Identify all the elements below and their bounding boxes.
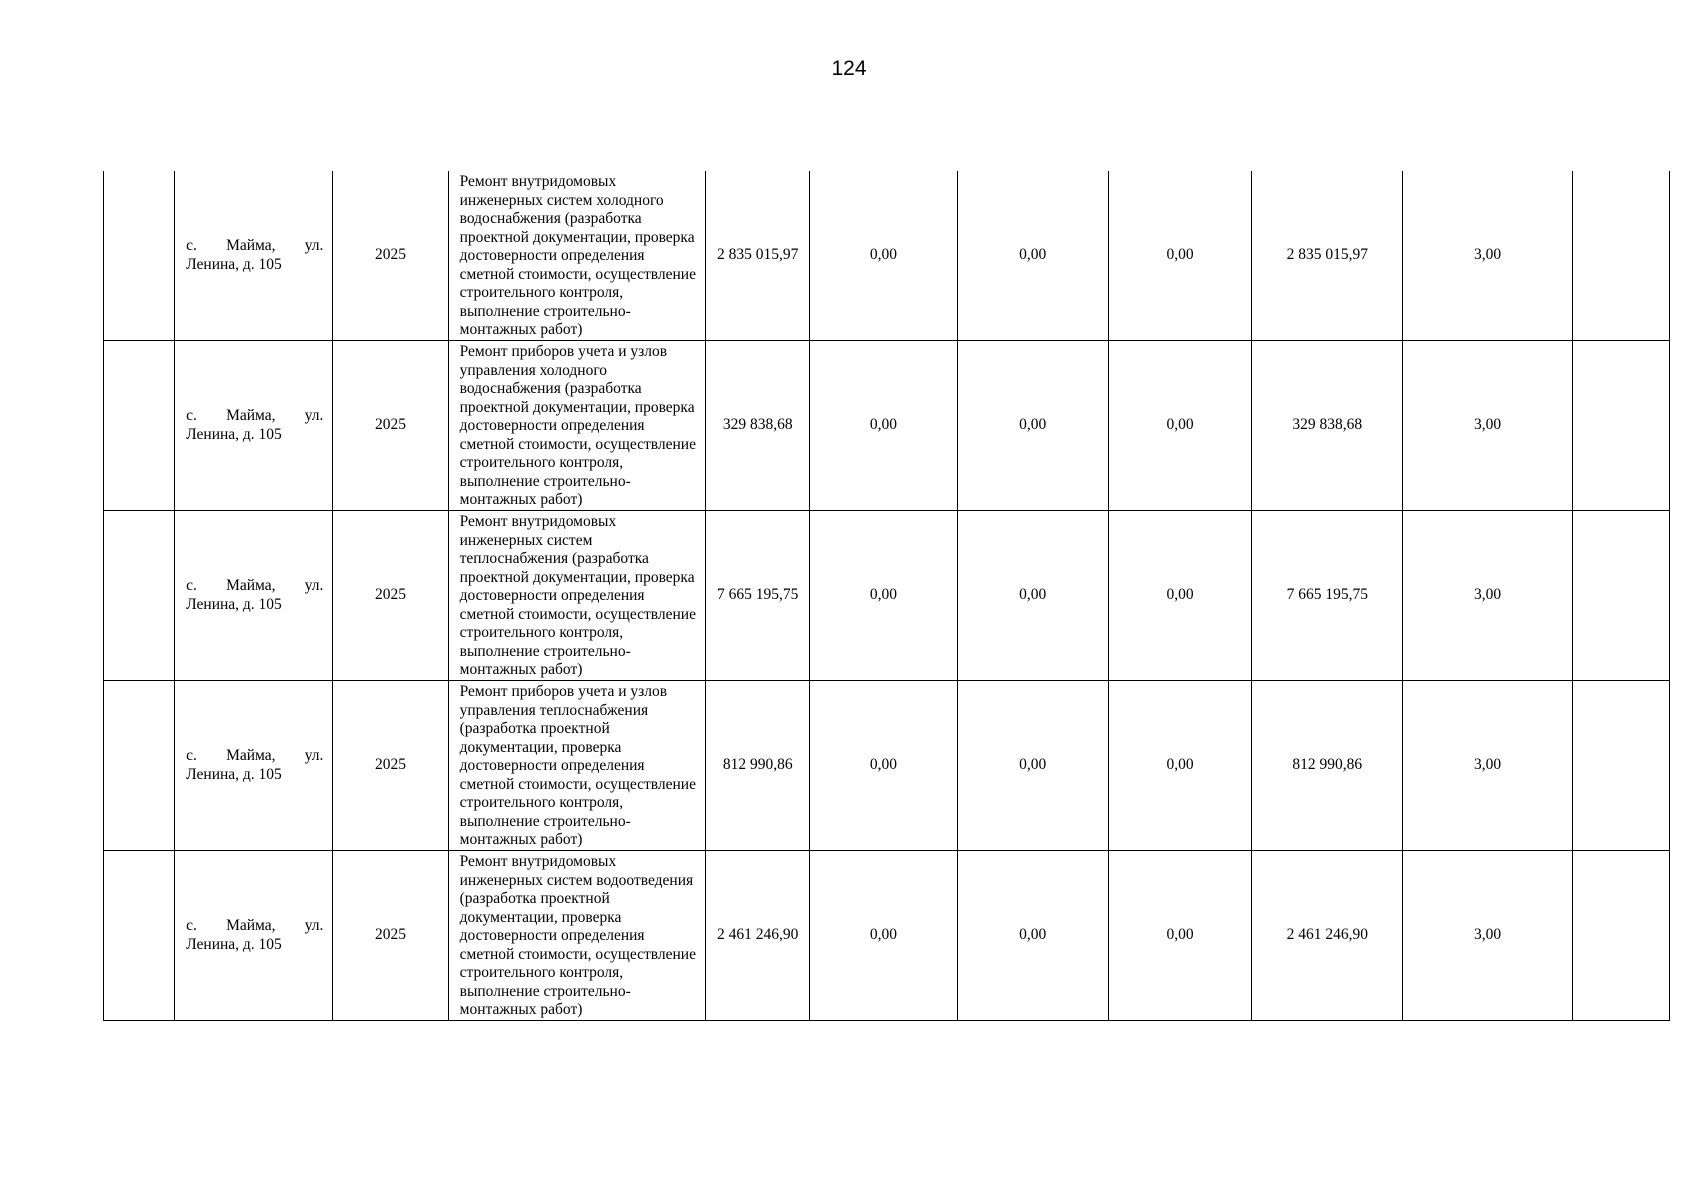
table-row	[104, 851, 1670, 1021]
year-cell: 2025	[333, 851, 448, 1021]
amount-cell-d: 7 665 195,75	[1252, 511, 1403, 681]
amount-cell-d: 812 990,86	[1252, 681, 1403, 851]
empty-cell	[1572, 341, 1669, 511]
amount-cell-e: 3,00	[1403, 851, 1572, 1021]
total-cost-cell: 7 665 195,75	[706, 511, 810, 681]
row-number-cell	[104, 681, 175, 851]
year-cell: 2025	[333, 681, 448, 851]
amount-cell-d: 2 461 246,90	[1252, 851, 1403, 1021]
amount-cell-c: 0,00	[1108, 511, 1251, 681]
amount-cell-d: 329 838,68	[1252, 341, 1403, 511]
empty-cell	[1572, 681, 1669, 851]
amount-cell-a: 0,00	[810, 681, 957, 851]
row-number-cell	[104, 341, 175, 511]
address-cell: с. Майма, ул. Ленина, д. 105	[175, 681, 333, 851]
amount-cell-e: 3,00	[1403, 171, 1572, 341]
amount-cell-b: 0,00	[957, 511, 1108, 681]
amount-cell-d: 2 835 015,97	[1252, 171, 1403, 341]
amount-cell-b: 0,00	[957, 171, 1108, 341]
address-cell: с. Майма, ул. Ленина, д. 105	[175, 511, 333, 681]
work-type-cell: Ремонт внутридомовых инженерных систем водоотведения (разработка проектной документации, проверка достоверности определения сметной стоимости, осуществление строительного контроля, выполнение строительно-монтажных работ)	[448, 851, 705, 1021]
address-cell: с. Майма, ул. Ленина, д. 105	[175, 341, 333, 511]
table-row	[104, 681, 1670, 851]
work-type-cell: Ремонт внутридомовых инженерных систем холодного водоснабжения (разработка проектной документации, проверка достоверности определения сметной стоимости, осуществление строительного контроля, выполнение строительно-монтажных работ)	[448, 171, 705, 341]
empty-cell	[1572, 171, 1669, 341]
amount-cell-c: 0,00	[1108, 851, 1251, 1021]
row-number-cell	[104, 171, 175, 341]
amount-cell-b: 0,00	[957, 341, 1108, 511]
table-row	[104, 511, 1670, 681]
amount-cell-b: 0,00	[957, 681, 1108, 851]
total-cost-cell: 812 990,86	[706, 681, 810, 851]
row-number-cell	[104, 851, 175, 1021]
amount-cell-a: 0,00	[810, 511, 957, 681]
table-row	[104, 341, 1670, 511]
empty-cell	[1572, 511, 1669, 681]
address-cell: с. Майма, ул. Ленина, д. 105	[175, 851, 333, 1021]
total-cost-cell: 2 835 015,97	[706, 171, 810, 341]
total-cost-cell: 329 838,68	[706, 341, 810, 511]
repair-budget-table	[103, 171, 1670, 1021]
amount-cell-c: 0,00	[1108, 681, 1251, 851]
total-cost-cell: 2 461 246,90	[706, 851, 810, 1021]
address-cell: с. Майма, ул. Ленина, д. 105	[175, 171, 333, 341]
amount-cell-e: 3,00	[1403, 511, 1572, 681]
work-type-cell: Ремонт внутридомовых инженерных систем теплоснабжения (разработка проектной документации, проверка достоверности определения сметной стоимости, осуществление строительного контроля, выполнение строительно-монтажных работ)	[448, 511, 705, 681]
row-number-cell	[104, 511, 175, 681]
amount-cell-e: 3,00	[1403, 681, 1572, 851]
table-row	[104, 171, 1670, 341]
amount-cell-a: 0,00	[810, 171, 957, 341]
work-type-cell: Ремонт приборов учета и узлов управления холодного водоснабжения (разработка проектной документации, проверка достоверности определения сметной стоимости, осуществление строительного контроля, выполнение строительно-монтажных работ)	[448, 341, 705, 511]
amount-cell-a: 0,00	[810, 851, 957, 1021]
year-cell: 2025	[333, 511, 448, 681]
page-number: 124	[831, 57, 867, 80]
work-type-cell: Ремонт приборов учета и узлов управления теплоснабжения (разработка проектной документации, проверка достоверности определения сметной стоимости, осуществление строительного контроля, выполнение строительно-монтажных работ)	[448, 681, 705, 851]
amount-cell-e: 3,00	[1403, 341, 1572, 511]
amount-cell-c: 0,00	[1108, 341, 1251, 511]
amount-cell-c: 0,00	[1108, 171, 1251, 341]
empty-cell	[1572, 851, 1669, 1021]
year-cell: 2025	[333, 341, 448, 511]
amount-cell-b: 0,00	[957, 851, 1108, 1021]
amount-cell-a: 0,00	[810, 341, 957, 511]
year-cell: 2025	[333, 171, 448, 341]
